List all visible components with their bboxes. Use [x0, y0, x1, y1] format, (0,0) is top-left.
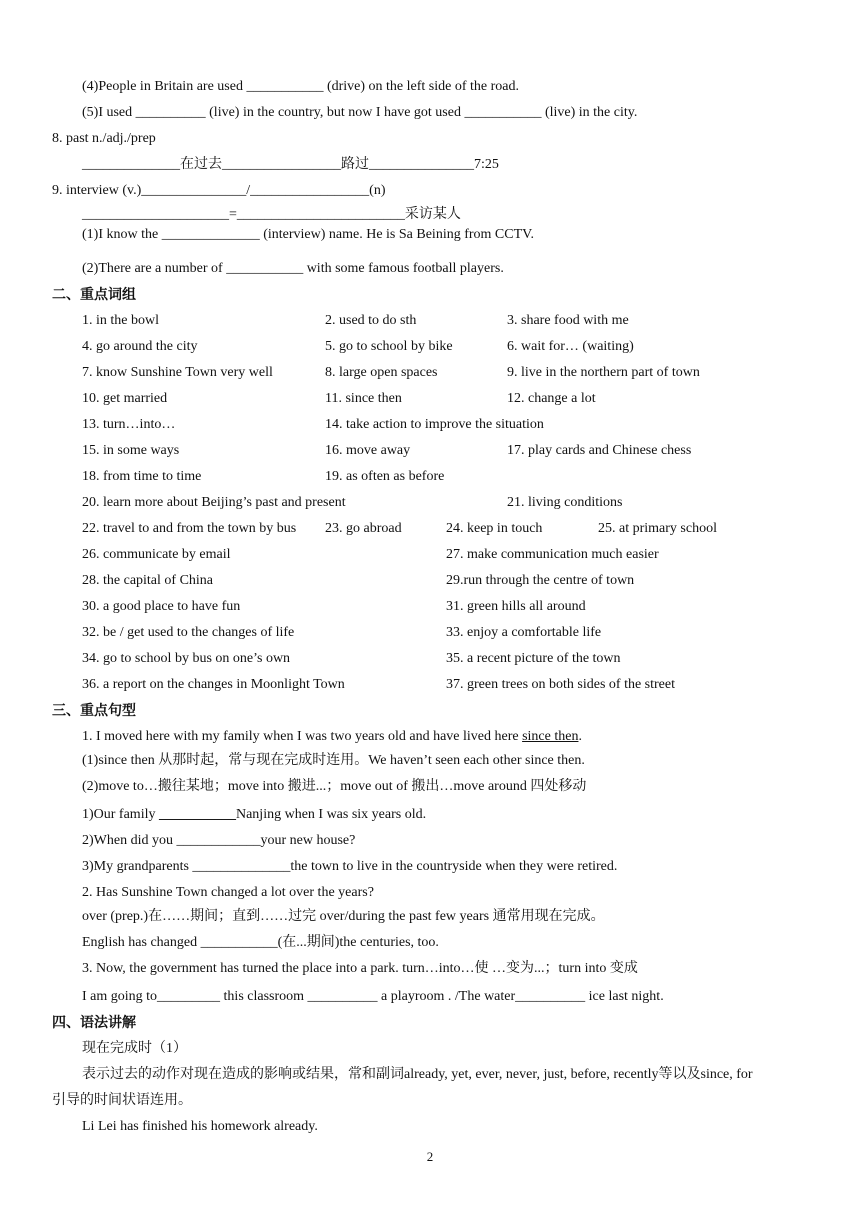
phrase-item: 37. green trees on both sides of the street	[446, 677, 675, 692]
phrase-item: 8. large open spaces	[325, 365, 438, 380]
vocab-item-4: (4)People in Britain are used ___________ (drive) on the left side of the road.	[82, 79, 519, 94]
phrase-item: 10. get married	[82, 391, 168, 406]
phrase-item: 13. turn…into…	[82, 417, 176, 432]
phrase-item: 4. go around the city	[82, 339, 198, 354]
page-number: 2	[426, 1149, 434, 1164]
grammar-paragraph-cont: 引导的时间状语连用。	[52, 1093, 192, 1108]
phrase-item: 14. take action to improve the situation	[325, 417, 544, 432]
phrase-item: 18. from time to time	[82, 469, 202, 484]
vocab-past-blanks: ______________在过去_________________路过_______________7:25	[82, 157, 499, 172]
phrase-item: 16. move away	[325, 443, 411, 458]
sentence-note: (1)since then 从那时起，常与现在完成时连用。We haven’t seen each other since then.	[82, 753, 585, 768]
phrase-item: 21. living conditions	[507, 495, 623, 510]
phrase-item: 12. change a lot	[507, 391, 596, 406]
vocab-past-heading: 8. past n./adj./prep	[52, 131, 156, 146]
underlined-phrase: since then	[522, 729, 579, 744]
phrase-item: 27. make communication much easier	[446, 547, 659, 562]
exercise-line: 2)When did you ____________your new house?	[82, 833, 356, 848]
sentence-text: .	[578, 729, 582, 744]
phrase-item: 2. used to do sth	[325, 313, 417, 328]
blank: ___________	[158, 807, 236, 822]
phrase-item: 36. a report on the changes in Moonlight Town	[82, 677, 345, 692]
vocab-item-5: (5)I used __________ (live) in the country, but now I have got used ___________ (live) in the city.	[82, 105, 638, 120]
exercise-line	[82, 806, 426, 824]
phrase-item: 22. travel to and from the town by bus	[82, 521, 297, 536]
phrase-item: 26. communicate by email	[82, 547, 231, 562]
phrase-item: 3. share food with me	[507, 313, 629, 328]
phrase-item: 20. learn more about Beijing’s past and present	[82, 495, 346, 510]
phrase-item: 32. be / get used to the changes of life	[82, 625, 295, 640]
sentence-1	[82, 728, 582, 746]
phrase-item: 33. enjoy a comfortable life	[446, 625, 602, 640]
phrase-item: 29.run through the centre of town	[446, 573, 635, 588]
phrase-item: 28. the capital of China	[82, 573, 214, 588]
phrase-item: 17. play cards and Chinese chess	[507, 443, 692, 458]
vocab-interview-q1: (1)I know the ______________ (interview) name. He is Sa Beining from CCTV.	[82, 227, 534, 242]
phrase-item: 7. know Sunshine Town very well	[82, 365, 273, 380]
exercise-text: 1)Our family	[82, 807, 159, 822]
grammar-title: 现在完成时（1）	[82, 1041, 187, 1056]
sentence-note: over (prep.)在……期间；直到……过完 over/during the past few years 通常用现在完成。	[82, 909, 605, 924]
sentence-note: (2)move to…搬往某地；move into 搬进...；move out of 搬出…move around 四处移动	[82, 779, 587, 794]
sentence-3: 3. Now, the government has turned the place into a park. turn…into…使 …变为...；turn into 变成	[82, 961, 638, 976]
phrase-item: 15. in some ways	[82, 443, 180, 458]
phrase-item: 24. keep in touch	[446, 521, 543, 536]
exercise-line: I am going to_________ this classroom __________ a playroom . /The water__________ ice last night.	[82, 989, 664, 1004]
phrase-item: 23. go abroad	[325, 521, 402, 536]
exercise-line: 3)My grandparents ______________the town to live in the countryside when they were retired.	[82, 859, 618, 874]
section-heading-phrases: 二、重点词组	[52, 287, 136, 303]
grammar-example: Li Lei has finished his homework already.	[82, 1119, 318, 1134]
phrase-item: 31. green hills all around	[446, 599, 586, 614]
phrase-item: 25. at primary school	[598, 521, 717, 536]
vocab-interview-blanks: _____________________=________________________采访某人	[82, 207, 461, 222]
phrase-item: 30. a good place to have fun	[82, 599, 241, 614]
phrase-item: 9. live in the northern part of town	[507, 365, 700, 380]
section-heading-grammar: 四、语法讲解	[52, 1015, 136, 1031]
phrase-item: 35. a recent picture of the town	[446, 651, 621, 666]
phrase-item: 1. in the bowl	[82, 313, 159, 328]
exercise-text: Nanjing when I was six years old.	[235, 807, 427, 822]
vocab-interview-heading: 9. interview (v.)_______________/_________________(n)	[52, 183, 386, 198]
phrase-item: 19. as often as before	[325, 469, 445, 484]
phrase-item: 6. wait for… (waiting)	[507, 339, 634, 354]
phrase-item: 5. go to school by bike	[325, 339, 453, 354]
section-heading-sentences: 三、重点句型	[52, 703, 136, 719]
exercise-line: English has changed ___________(在...期间)the centuries, too.	[82, 935, 439, 950]
phrase-item: 11. since then	[325, 391, 402, 406]
sentence-2: 2. Has Sunshine Town changed a lot over the years?	[82, 885, 374, 900]
sentence-text: 1. I moved here with my family when I was two years old and have lived here	[82, 729, 523, 744]
grammar-paragraph: 表示过去的动作对现在造成的影响或结果，常和副词already, yet, ever, never, just, before, recently等以及since, for	[82, 1067, 753, 1082]
vocab-interview-q2: (2)There are a number of ___________ with some famous football players.	[82, 261, 504, 276]
phrase-item: 34. go to school by bus on one’s own	[82, 651, 291, 666]
